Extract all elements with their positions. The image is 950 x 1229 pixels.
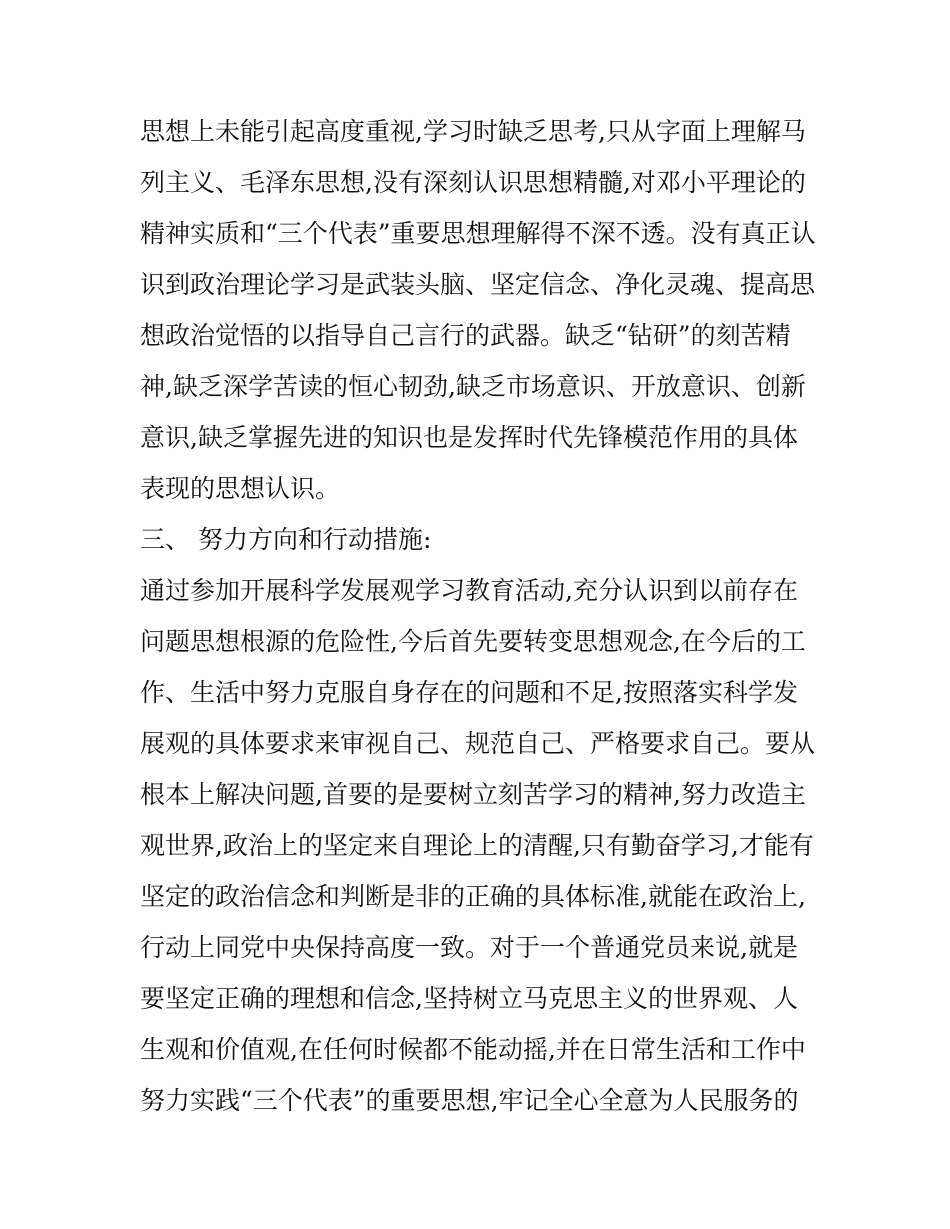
text-line-6: 神,缺乏深学苦读的恒心韧劲,缺乏市场意识、开放意识、创新 (140, 372, 806, 401)
text-line-10: 通过参加开展科学发展观学习教育活动,充分认识到以前存在 (140, 576, 798, 605)
text-line-1: 思想上未能引起高度重视,学习时缺乏思考,只从字面上理解马 (140, 117, 806, 146)
text-line-5: 想政治觉悟的以指导自己言行的武器。缺乏“钻研”的刻苦精 (140, 321, 791, 350)
text-line-20: 努力实践“三个代表”的重要思想,牢记全心全意为人民服务的 (140, 1086, 799, 1115)
text-line-16: 坚定的政治信念和判断是非的正确的具体标准,就能在政治上, (140, 882, 806, 911)
text-line-8: 表现的思想认识。 (140, 474, 341, 503)
text-line-19: 生观和价值观,在任何时候都不能动摇,并在日常生活和工作中 (140, 1035, 806, 1064)
text-line-4: 识到政治理论学习是武装头脑、坚定信念、净化灵魂、提高思 (140, 270, 816, 299)
text-line-18: 要坚定正确的理想和信念,坚持树立马克思主义的世界观、人 (140, 984, 798, 1013)
text-line-11: 问题思想根源的危险性,今后首先要转变思想观念,在今后的工 (140, 627, 806, 656)
text-line-17: 行动上同党中央保持高度一致。对于一个普通党员来说,就是 (140, 933, 798, 962)
text-line-14: 根本上解决问题,首要的是要树立刻苦学习的精神,努力改造主 (140, 780, 806, 809)
text-line-7: 意识,缺乏掌握先进的知识也是发挥时代先锋模范作用的具体 (140, 423, 798, 452)
text-line-3: 精神实质和“三个代表”重要思想理解得不深不透。没有真正认 (140, 219, 816, 248)
text-line-12: 作、生活中努力克服自身存在的问题和不足,按照落实科学发 (140, 678, 798, 707)
text-line-13: 展观的具体要求来审视自己、规范自己、严格要求自己。要从 (140, 729, 816, 758)
section-heading: 三、 努力方向和行动措施: (140, 525, 432, 554)
body-text (140, 106, 820, 1126)
text-line-15: 观世界,政治上的坚定来自理论上的清醒,只有勤奋学习,才能有 (140, 831, 814, 860)
text-line-2: 列主义、毛泽东思想,没有深刻认识思想精髓,对邓小平理论的 (140, 168, 806, 197)
